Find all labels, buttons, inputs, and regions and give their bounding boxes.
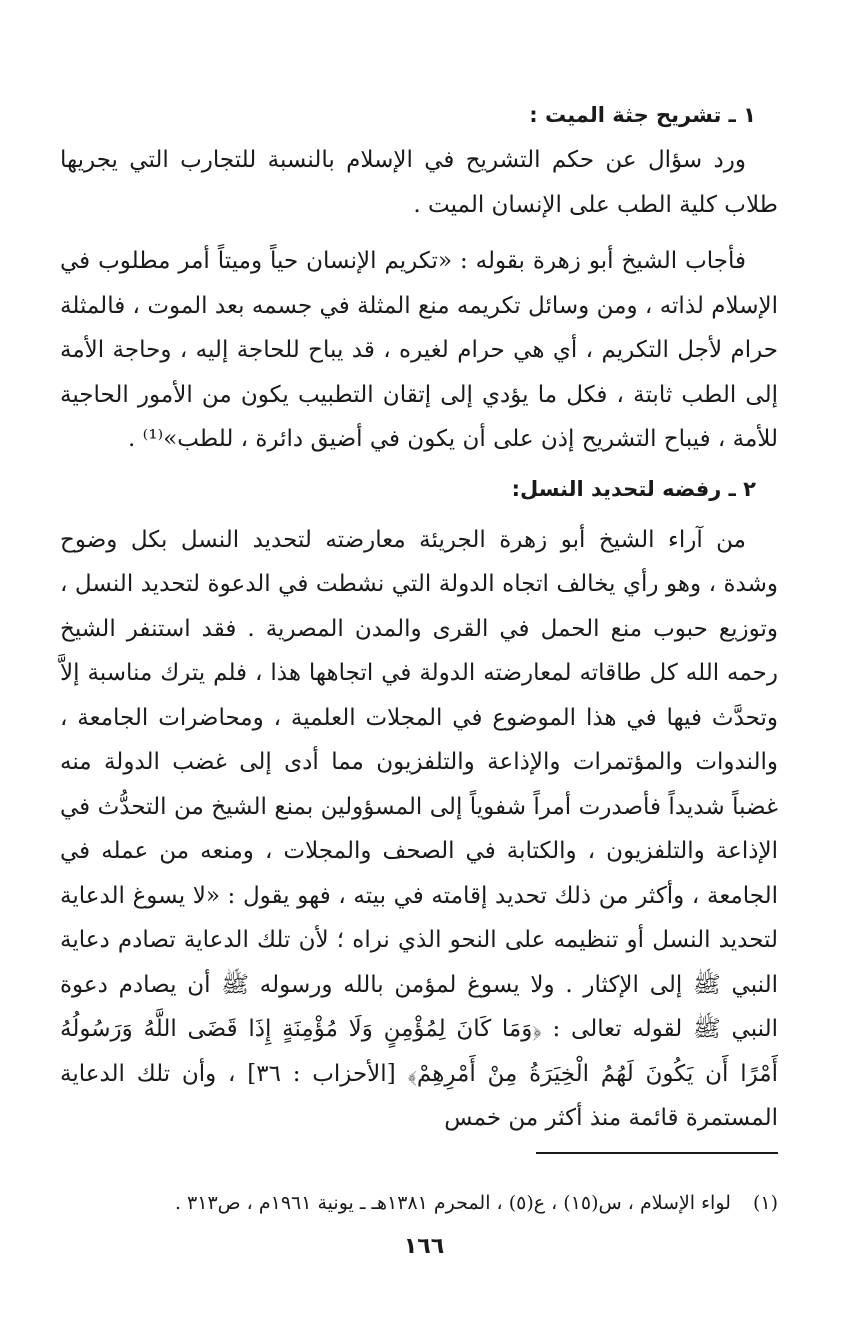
section-heading-birth-control: ٢ ـ رفضه لتحديد النسل:	[511, 476, 756, 501]
paragraph-birth-control: من آراء الشيخ أبو زهرة الجريئة معارضته لتحديد النسل بكل وضوح وشدة ، وهو رأي يخالف اتجاه الدولة التي نشطت في الدعوة لتحديد النسل ، وتوزيع حبوب منع الحمل في القرى والمدن المصرية . فقد استنفر الشيخ رحمه الله كل طاقاته لمعارضته الدولة في اتجاهها هذا ، فلم يترك مناسبة إلاَّ وتحدَّث فيها في هذا الموضوع في المجلات العلمية ، ومحاضرات الجامعة ، والندوات والمؤتمرات والإذاعة والتلفزيون مما أدى إلى غضب الدولة منه غضباً شديداً فأصدرت أمراً شفوياً إلى المسؤولين بمنع الشيخ من التحدُّث في الإذاعة والتلفزيون ، والكتابة في الصحف والمجلات ، ومنعه من عمله في الجامعة ، وأكثر من ذلك تحديد إقامته في بيته ، فهو يقول : «لا يسوغ الدعاية لتحديد النسل أو تنظيمه على النحو الذي نراه ؛ لأن تلك الدعاية تصادم دعاية النبي ﷺ إلى الإكثار . ولا يسوغ لمؤمن بالله ورسوله ﷺ أن يصادم دعوة النبي ﷺ لقوله تعالى : ﴿وَمَا كَانَ لِمُؤْمِنٍ وَلَا مُؤْمِنَةٍ إِذَا قَضَى اللَّهُ وَرَسُولُهُ أَمْرًا أَن يَكُونَ لَهُمُ الْخِيَرَةُ مِنْ أَمْرِهِمْ﴾ [الأحزاب : ٣٦] ، وأن تلك الدعاية المستمرة قائمة منذ أكثر من خمس	[60, 526, 778, 1131]
footnote-number: (١)	[752, 1192, 778, 1214]
page-number: ١٦٦	[403, 1234, 445, 1259]
section-heading-dissection: ١ ـ تشريح جثة الميت :	[529, 103, 756, 127]
footnote	[60, 1188, 778, 1218]
footnote-text: لواء الإسلام ، س(١٥) ، ع(٥) ، المحرم ١٣٨١هـ ـ يونية ١٩٦١م ، ص٣١٣ .	[174, 1192, 731, 1214]
paragraph-dissection-answer: فأجاب الشيخ أبو زهرة بقوله : «تكريم الإنسان حياً وميتاً أمر مطلوب في الإسلام لذاته ، ومن وسائل تكريمه منع المثلة في جسمه بعد الموت ، فالمثلة حرام لأجل التكريم ، أي هي حرام لغيره ، قد يباح للحاجة إليه ، وحاجة الأمة إلى الطب ثابتة ، فكل ما يؤدي إلى إتقان التطبيب يكون من الأمور الحاجية للأمة ، فيباح التشريح إذن على أن يكون في أضيق دائرة ، للطب»⁽¹⁾ .	[60, 248, 778, 452]
page-body	[60, 92, 778, 1141]
paragraph-dissection-question: ورد سؤال عن حكم التشريح في الإسلام بالنسبة للتجارب التي يجريها طلاب كلية الطب على الإنسان الميت .	[60, 147, 778, 218]
footnote-divider	[536, 1152, 778, 1154]
